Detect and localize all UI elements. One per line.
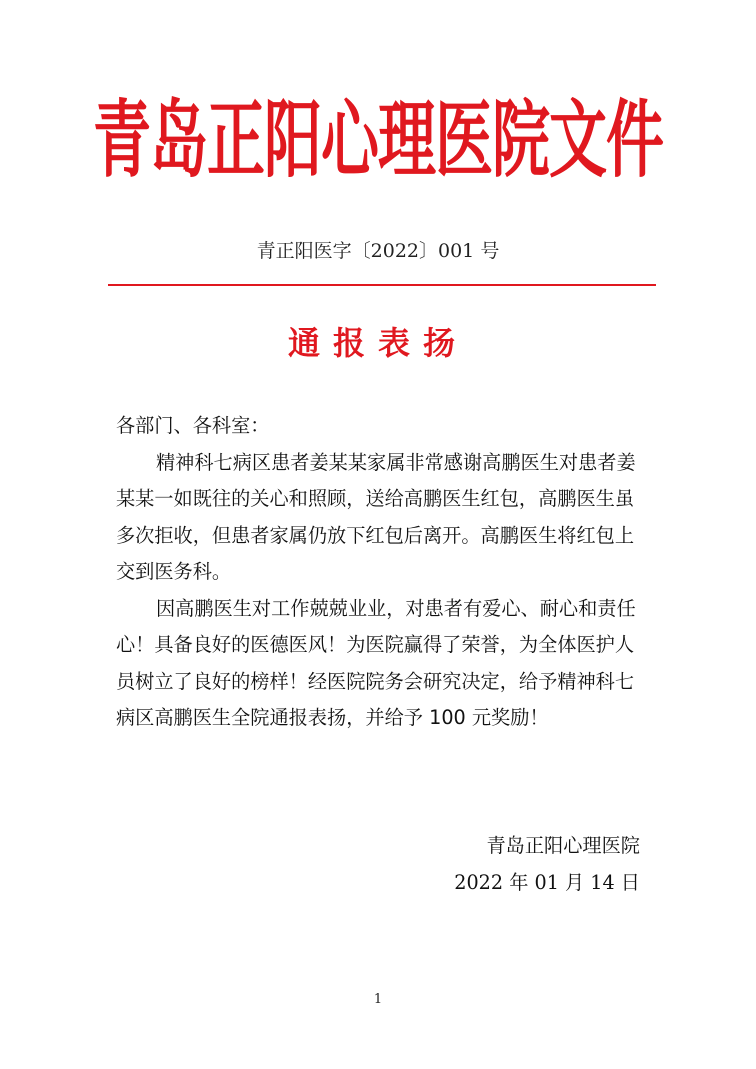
document-body bbox=[116, 408, 646, 737]
body-paragraph-1: 精神科七病区患者姜某某家属非常感谢高鹏医生对患者姜某某一如既往的关心和照顾，送给高鹏医生红包，高鹏医生虽多次拒收，但患者家属仍放下红包后离开。高鹏医生将红包上交到医务科。 bbox=[116, 450, 636, 583]
body-paragraph-2 bbox=[116, 591, 646, 737]
signature-block bbox=[454, 828, 640, 901]
salutation: 各部门、各科室： bbox=[116, 414, 270, 437]
document-number: 青正阳医字〔2022〕001 号 bbox=[256, 240, 500, 262]
body-paragraph-2-ending: 元奖励！ bbox=[465, 706, 549, 729]
reward-amount: 100 bbox=[429, 706, 466, 729]
signature-organization: 青岛正阳心理医院 bbox=[486, 834, 640, 857]
red-divider-line bbox=[108, 284, 656, 286]
signature-date: 2022 年 01 月 14 日 bbox=[454, 870, 640, 894]
body-paragraph-2-text: 因高鹏医生对工作兢兢业业，对患者有爱心、耐心和责任心！具备良好的医德医风！为医院赢得了荣誉，为全体医护人员树立了良好的榜样！经医院院务会研究决定，给予精神科七病区高鹏医生全院通报表扬，并给予 bbox=[116, 596, 636, 729]
notice-title: 通报表扬 bbox=[287, 324, 468, 362]
document-header-title: 青岛正阳心理医院文件 bbox=[92, 90, 663, 190]
page-number: 1 bbox=[373, 992, 383, 1007]
